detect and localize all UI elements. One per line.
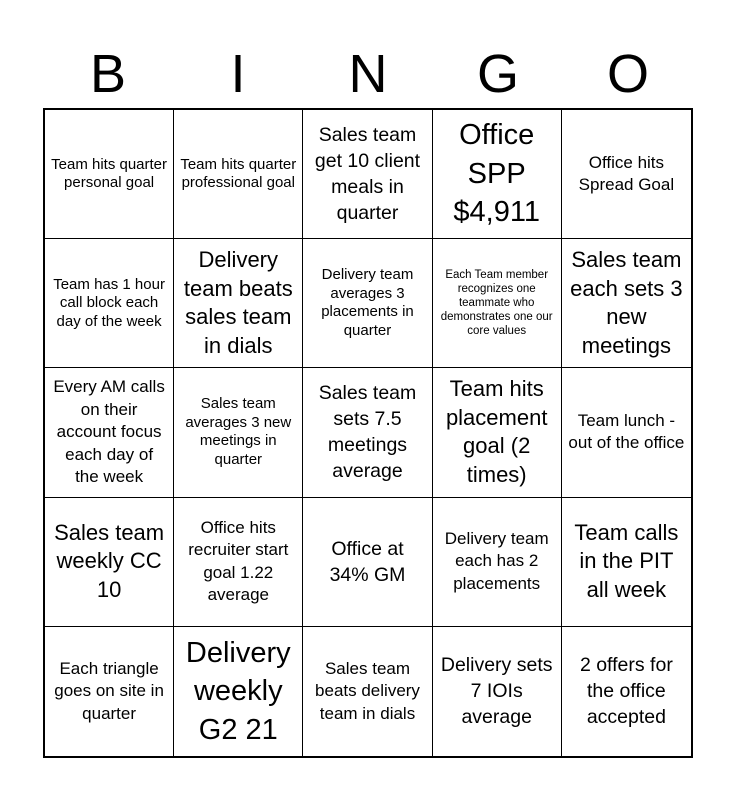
- bingo-cell[interactable]: [45, 110, 174, 239]
- bingo-cell[interactable]: [433, 110, 562, 239]
- bingo-cell-text: Team hits placement goal (2 times): [445, 376, 548, 487]
- bingo-cell-text: Delivery sets 7 IOIs average: [440, 654, 553, 729]
- bingo-cell[interactable]: [45, 368, 174, 497]
- bingo-header: [43, 40, 693, 108]
- bingo-cell[interactable]: [45, 498, 174, 627]
- bingo-cell[interactable]: [303, 627, 432, 756]
- header-letter-o: O: [606, 44, 649, 104]
- bingo-cell-text: Office hits Spread Goal: [578, 152, 675, 195]
- bingo-cell-text: Team hits quarter personal goal: [51, 155, 168, 192]
- bingo-cell[interactable]: [45, 627, 174, 756]
- bingo-cell[interactable]: [433, 498, 562, 627]
- bingo-cell-text: Sales team each sets 3 new meetings: [570, 247, 683, 358]
- bingo-cell[interactable]: [174, 368, 303, 497]
- bingo-cell[interactable]: [174, 627, 303, 756]
- bingo-cell[interactable]: [562, 239, 691, 368]
- header-letter-i: I: [230, 44, 246, 104]
- bingo-cell[interactable]: [433, 239, 562, 368]
- bingo-cell-text: 2 offers for the office accepted: [579, 654, 673, 729]
- bingo-cell-text: Sales team averages 3 new meetings in quarter: [185, 395, 292, 468]
- header-letter-b: B: [89, 44, 127, 104]
- bingo-cell-text: Sales team get 10 client meals in quarter: [314, 124, 421, 225]
- bingo-cell-text: Sales team beats delivery team in dials: [315, 658, 420, 723]
- bingo-cell[interactable]: [562, 498, 691, 627]
- bingo-cell[interactable]: [433, 368, 562, 497]
- bingo-cell-text: Delivery team beats sales team in dials: [183, 247, 293, 358]
- bingo-cell[interactable]: [303, 368, 432, 497]
- bingo-cell-text: Office hits recruiter start goal 1.22 average: [188, 517, 289, 605]
- bingo-cell[interactable]: [303, 239, 432, 368]
- bingo-cell[interactable]: [174, 239, 303, 368]
- bingo-cell-text: Sales team weekly CC 10: [54, 519, 165, 602]
- bingo-cell[interactable]: [45, 239, 174, 368]
- header-letter-g: G: [476, 44, 519, 104]
- bingo-cell[interactable]: [562, 110, 691, 239]
- header-letter-n: N: [348, 44, 388, 104]
- bingo-cell-text: Sales team sets 7.5 meetings average: [318, 382, 417, 483]
- bingo-cell[interactable]: [433, 627, 562, 756]
- bingo-board: [43, 108, 693, 758]
- bingo-cell-text: Team hits quarter professional goal: [180, 155, 297, 192]
- bingo-cell-text: Office SPP $4,911: [453, 119, 540, 229]
- bingo-cell[interactable]: [174, 498, 303, 627]
- bingo-cell-text: Each Team member recognizes one teammate who demonstrates one our core values: [440, 269, 553, 338]
- bingo-cell-text: Team calls in the PIT all week: [574, 519, 679, 602]
- bingo-cell-text: Team lunch - out of the office: [568, 410, 685, 453]
- bingo-cell-text: Every AM calls on their account focus each day of the week: [53, 377, 165, 487]
- bingo-cell[interactable]: [174, 110, 303, 239]
- bingo-cell-text: Delivery team each has 2 placements: [444, 528, 549, 593]
- bingo-cell[interactable]: [562, 368, 691, 497]
- bingo-cell-text: Team has 1 hour call block each day of the week: [53, 275, 165, 330]
- bingo-cell-text: Office at 34% GM: [329, 537, 406, 586]
- bingo-cell-text: Delivery team averages 3 placements in quarter: [321, 266, 414, 339]
- bingo-cell-text: Delivery weekly G2 21: [185, 636, 291, 746]
- bingo-cell[interactable]: [303, 110, 432, 239]
- bingo-cell-text: Each triangle goes on site in quarter: [54, 658, 164, 723]
- bingo-cell[interactable]: [303, 498, 432, 627]
- bingo-cell[interactable]: [562, 627, 691, 756]
